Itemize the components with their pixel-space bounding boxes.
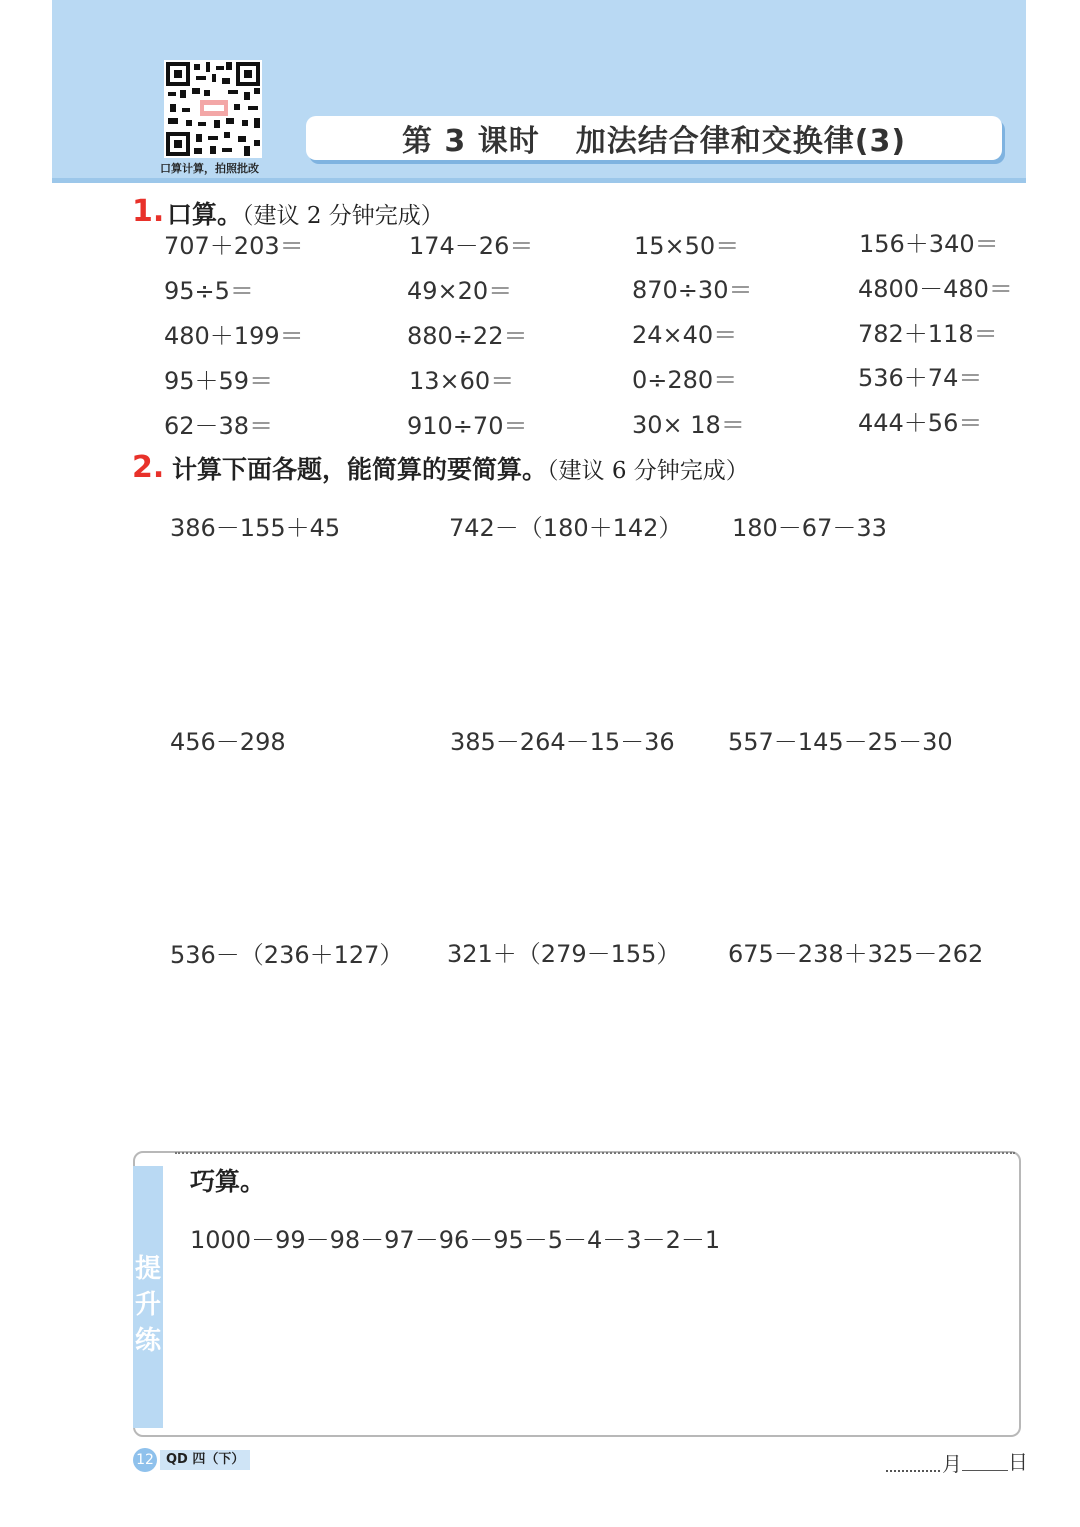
calc-problem: 536－（236＋127） xyxy=(170,941,404,969)
calc-problem: 456－298 xyxy=(170,728,286,756)
qr-code-icon[interactable] xyxy=(164,60,262,158)
extension-practice-box xyxy=(133,1151,1021,1437)
oral-problem: 910÷70＝ xyxy=(407,412,528,440)
question-1-number: 1. xyxy=(132,194,165,229)
oral-problem: 95÷5＝ xyxy=(164,277,254,305)
oral-problem: 13×60＝ xyxy=(409,367,515,395)
oral-problem: 62－38＝ xyxy=(164,412,274,440)
oral-problem: 707＋203＝ xyxy=(164,232,304,260)
month-blank[interactable] xyxy=(886,1470,940,1472)
side-tab-char: 升 xyxy=(134,1290,161,1320)
day-blank[interactable] xyxy=(962,1470,1008,1471)
extension-side-tab xyxy=(133,1166,163,1428)
oral-problem: 0÷280＝ xyxy=(632,366,738,394)
box-divider xyxy=(175,1152,1015,1154)
side-tab-char: 练 xyxy=(134,1326,161,1356)
oral-problem: 880÷22＝ xyxy=(407,322,528,350)
oral-problem: 480＋199＝ xyxy=(164,322,304,350)
calc-problem: 557－145－25－30 xyxy=(728,728,953,756)
qr-caption: 口算计算，拍照批改 xyxy=(160,162,259,175)
oral-problem: 536＋74＝ xyxy=(858,364,983,392)
question-2-prompt xyxy=(172,450,749,486)
side-tab-char: 提 xyxy=(134,1254,161,1284)
oral-problem: 95＋59＝ xyxy=(164,367,274,395)
month-label: 月 xyxy=(942,1452,962,1476)
page-number: 12 xyxy=(133,1448,157,1472)
calc-problem: 675－238＋325－262 xyxy=(728,940,984,968)
question-1-label: 口算。 xyxy=(167,200,243,229)
oral-problem: 782＋118＝ xyxy=(858,320,998,348)
oral-problem: 24×40＝ xyxy=(632,321,738,349)
lesson-number: 第 3 课时 xyxy=(401,124,540,159)
oral-problem: 15×50＝ xyxy=(634,232,740,260)
page-title: 加法结合律和交换律(3) xyxy=(575,124,907,159)
question-1-hint: （建议 2 分钟完成） xyxy=(242,203,444,229)
oral-problem: 174－26＝ xyxy=(409,232,534,260)
oral-problem: 156＋340＝ xyxy=(859,230,999,258)
oral-problem: 49×20＝ xyxy=(407,277,513,305)
lesson-title-bar xyxy=(306,116,1002,160)
oral-problem: 4800－480＝ xyxy=(858,275,1013,303)
oral-problem: 30× 18＝ xyxy=(632,411,745,439)
calc-problem: 742－（180＋142） xyxy=(449,514,683,542)
calc-problem: 386－155＋45 xyxy=(170,514,341,542)
question-2-number: 2. xyxy=(132,450,165,485)
question-2-hint: （建议 6 分钟完成） xyxy=(547,458,749,484)
day-label: 日 xyxy=(1008,1450,1028,1474)
extension-expression: 1000－99－98－97－96－95－5－4－3－2－1 xyxy=(190,1226,721,1254)
calc-problem: 180－67－33 xyxy=(732,514,887,542)
oral-problem: 444＋56＝ xyxy=(858,409,983,437)
book-tag: QD 四（下） xyxy=(160,1450,250,1470)
question-2-label: 计算下面各题，能简算的要简算。 xyxy=(172,455,548,484)
header-shadow xyxy=(52,178,1026,183)
extension-title: 巧算。 xyxy=(190,1167,266,1196)
calc-problem: 385－264－15－36 xyxy=(450,728,675,756)
oral-problem: 870÷30＝ xyxy=(632,276,753,304)
calc-problem: 321＋（279－155） xyxy=(447,940,681,968)
